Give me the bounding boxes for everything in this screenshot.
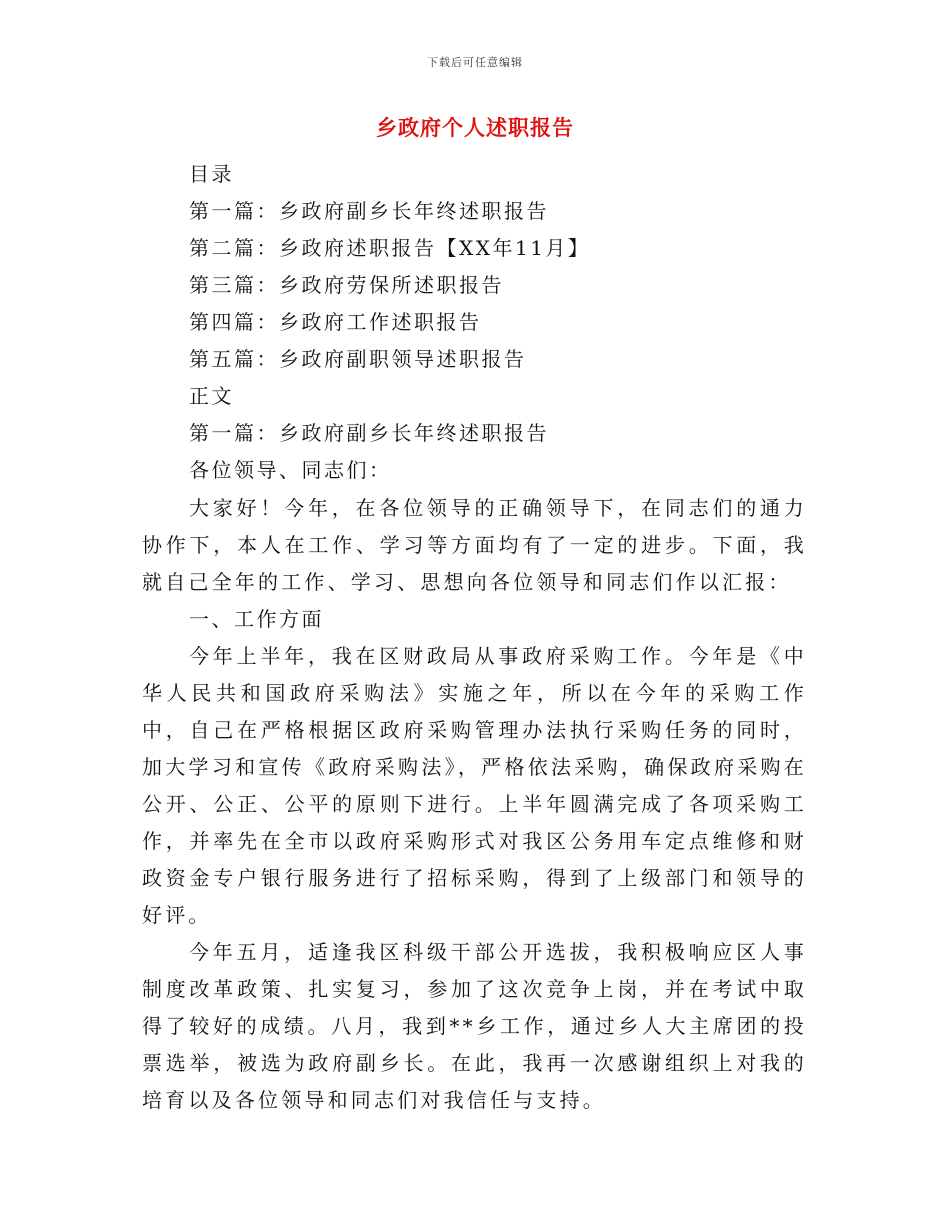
document-title: 乡政府个人述职报告 [376,115,574,140]
toc-heading: 目录 [189,162,234,186]
toc-item: 第五篇：乡政府副职领导述职报告 [189,347,527,371]
toc-item: 第四篇：乡政府工作述职报告 [189,310,482,334]
chapter-heading: 第一篇：乡政府副乡长年终述职报告 [189,421,549,445]
paragraph: 今年五月，适逢我区科级干部公开选拔，我积极响应区人事制度改革政策、扎实复习，参加了这次竞争上岗，并在考试中取得了较好的成绩。八月，我到**乡工作，通过乡人大主席团的投票选举，被选为政府副乡长。在此，我再一次感谢组织上对我的培育以及各位领导和同志们对我信任与支持。 [142,940,807,1112]
salutation: 各位领导、同志们： [189,458,392,482]
toc-item: 第二篇：乡政府述职报告【XX年11月】 [189,236,591,260]
body-text [142,490,807,1119]
header-note: 下载后可任意编辑 [427,56,523,69]
body-heading: 正文 [189,384,234,408]
toc-item: 第一篇：乡政府副乡长年终述职报告 [189,199,549,223]
table-of-contents [189,156,829,489]
section-heading: 一、工作方面 [189,607,324,631]
toc-item: 第三篇：乡政府劳保所述职报告 [189,273,504,297]
paragraph: 大家好！今年，在各位领导的正确领导下，在同志们的通力协作下，本人在工作、学习等方面均有了一定的进步。下面，我就自己全年的工作、学习、思想向各位领导和同志们作以汇报： [142,496,807,594]
paragraph: 今年上半年，我在区财政局从事政府采购工作。今年是《中华人民共和国政府采购法》实施之年，所以在今年的采购工作中，自己在严格根据区政府采购管理办法执行采购任务的同时，加大学习和宣传《政府采购法》，严格依法采购，确保政府采购在公开、公正、公平的原则下进行。上半年圆满完成了各项采购工作，并率先在全市以政府采购形式对我区公务用车定点维修和财政资金专户银行服务进行了招标采购，得到了上级部门和领导的好评。 [142,644,807,927]
